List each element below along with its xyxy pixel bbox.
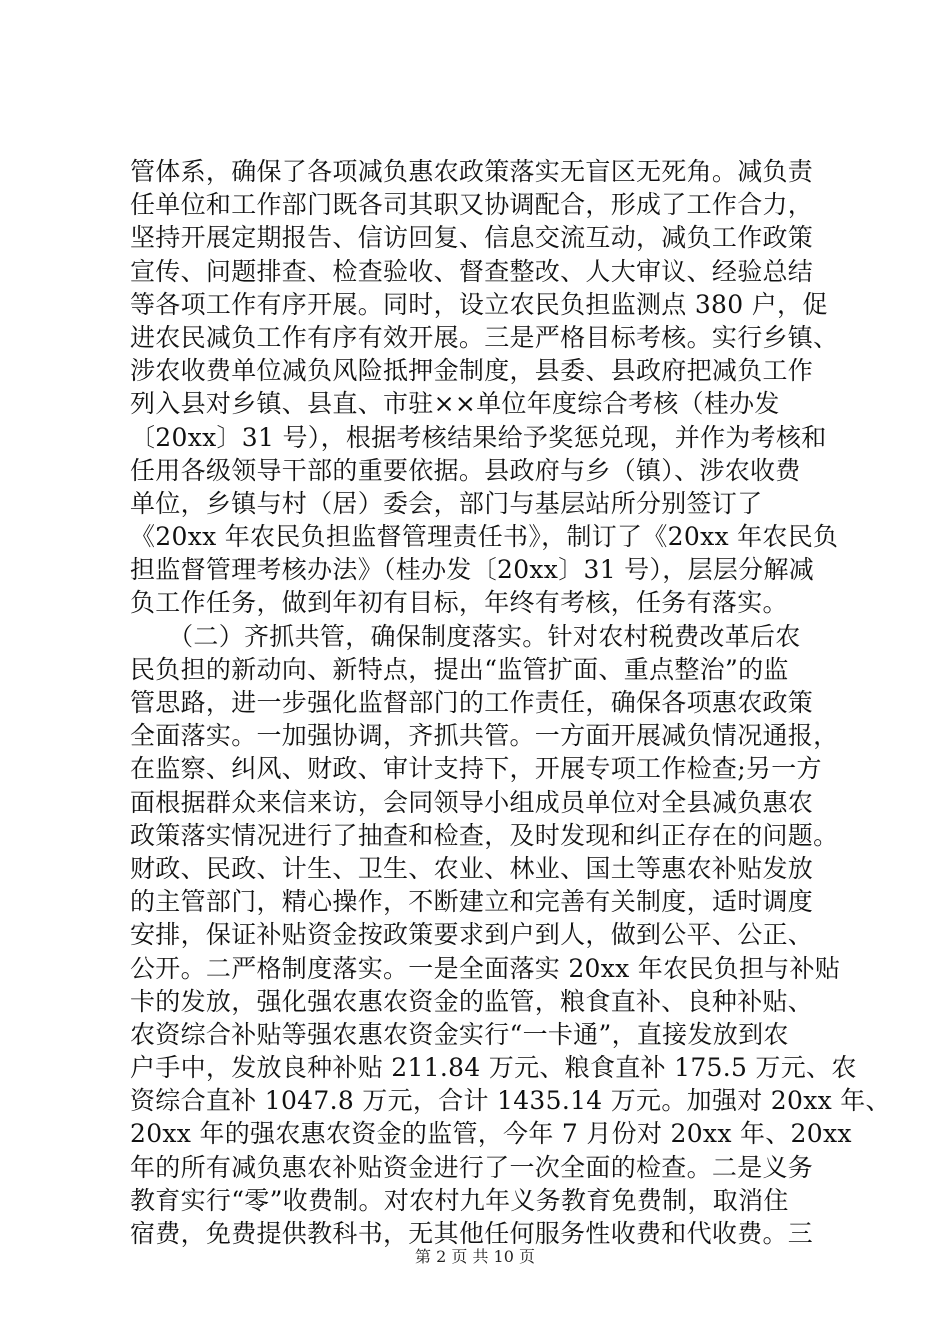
text-line: 担监督管理考核办法》（桂办发〔20xx〕31 号），层层分解减 [130,555,815,585]
text-line: 教育实行“零”收费制。对农村九年义务教育免费制，取消住 [130,1185,789,1215]
page-footer [0,1244,950,1267]
text-line: （二）齐抓共管，确保制度落实。针对农村税费改革后农 [130,621,801,651]
text-line: 负工作任务，做到年初有目标，年终有考核，任务有落实。 [130,588,788,618]
text-line: 在监察、纠风、财政、审计支持下，开展专项工作检查;另一方 [130,754,822,784]
text-line: 资综合直补 1047.8 万元，合计 1435.14 万元。加强对 20xx 年、 [130,1086,891,1116]
text-line: 宣传、问题排查、检查验收、督查整改、人大审议、经验总结 [130,256,814,286]
text-line: 20xx 年的强农惠农资金的监管，今年 7 月份对 20xx 年、20xx [130,1119,852,1149]
text-line: 等各项工作有序开展。同时，设立农民负担监测点 380 户，促 [130,289,828,319]
text-line: 的主管部门，精心操作，不断建立和完善有关制度，适时调度 [130,887,814,917]
text-line: 列入县对乡镇、县直、市驻××单位年度综合考核（桂办发 [130,389,780,419]
document-body [130,155,891,1250]
text-line: 政策落实情况进行了抽查和检查，及时发现和纠正存在的问题。 [130,820,839,850]
text-line: 卡的发放，强化强农惠农资金的监管，粮食直补、良种补贴、 [130,986,814,1016]
text-line: 公开。二严格制度落实。一是全面落实 20xx 年农民负担与补贴 [130,953,841,983]
text-line: 管体系，确保了各项减负惠农政策落实无盲区无死角。减负责 [130,157,814,186]
text-line: 宿费，免费提供教科书，无其他任何服务性收费和代收费。三 [130,1219,814,1248]
text-line: 〔20xx〕31 号），根据考核结果给予奖惩兑现，并作为考核和 [130,422,827,452]
text-line: 户手中，发放良种补贴 211.84 万元、粮食直补 175.5 万元、农 [130,1053,857,1083]
text-line: 坚持开展定期报告、信访回复、信息交流互动，减负工作政策 [130,223,814,253]
text-line: 涉农收费单位减负风险抵押金制度，县委、县政府把减负工作 [130,356,814,386]
text-line: 进农民减负工作有序有效开展。三是严格目标考核。实行乡镇、 [130,322,839,352]
text-line: 财政、民政、计生、卫生、农业、林业、国土等惠农补贴发放 [130,853,814,883]
text-line: 任单位和工作部门既各司其职又协调配合，形成了工作合力， [130,190,814,220]
text-line: 农资综合补贴等强农惠农资金实行“一卡通”，直接发放到农 [130,1019,789,1049]
text-line: 管思路，进一步强化监督部门的工作责任，确保各项惠农政策 [130,688,814,717]
text-line: 全面落实。一加强协调，齐抓共管。一方面开展减负情况通报， [130,721,839,751]
text-line: 年的所有减负惠农补贴资金进行了一次全面的检查。二是义务 [130,1152,814,1182]
page-number: 第 2 页 共 10 页 [415,1247,535,1266]
text-line: 安排，保证补贴资金按政策要求到户到人，做到公平、公正、 [130,920,814,950]
text-line: 《20xx 年农民负担监督管理责任书》，制订了《20xx 年农民负 [130,522,839,552]
text-line: 任用各级领导干部的重要依据。县政府与乡（镇）、涉农收费 [130,455,801,485]
text-line: 民负担的新动向、新特点，提出“监管扩面、重点整治”的监 [130,654,789,684]
text-line: 面根据群众来信来访，会同领导小组成员单位对全县减负惠农 [130,787,814,817]
text-line: 单位，乡镇与村（居）委会，部门与基层站所分别签订了 [130,488,763,518]
